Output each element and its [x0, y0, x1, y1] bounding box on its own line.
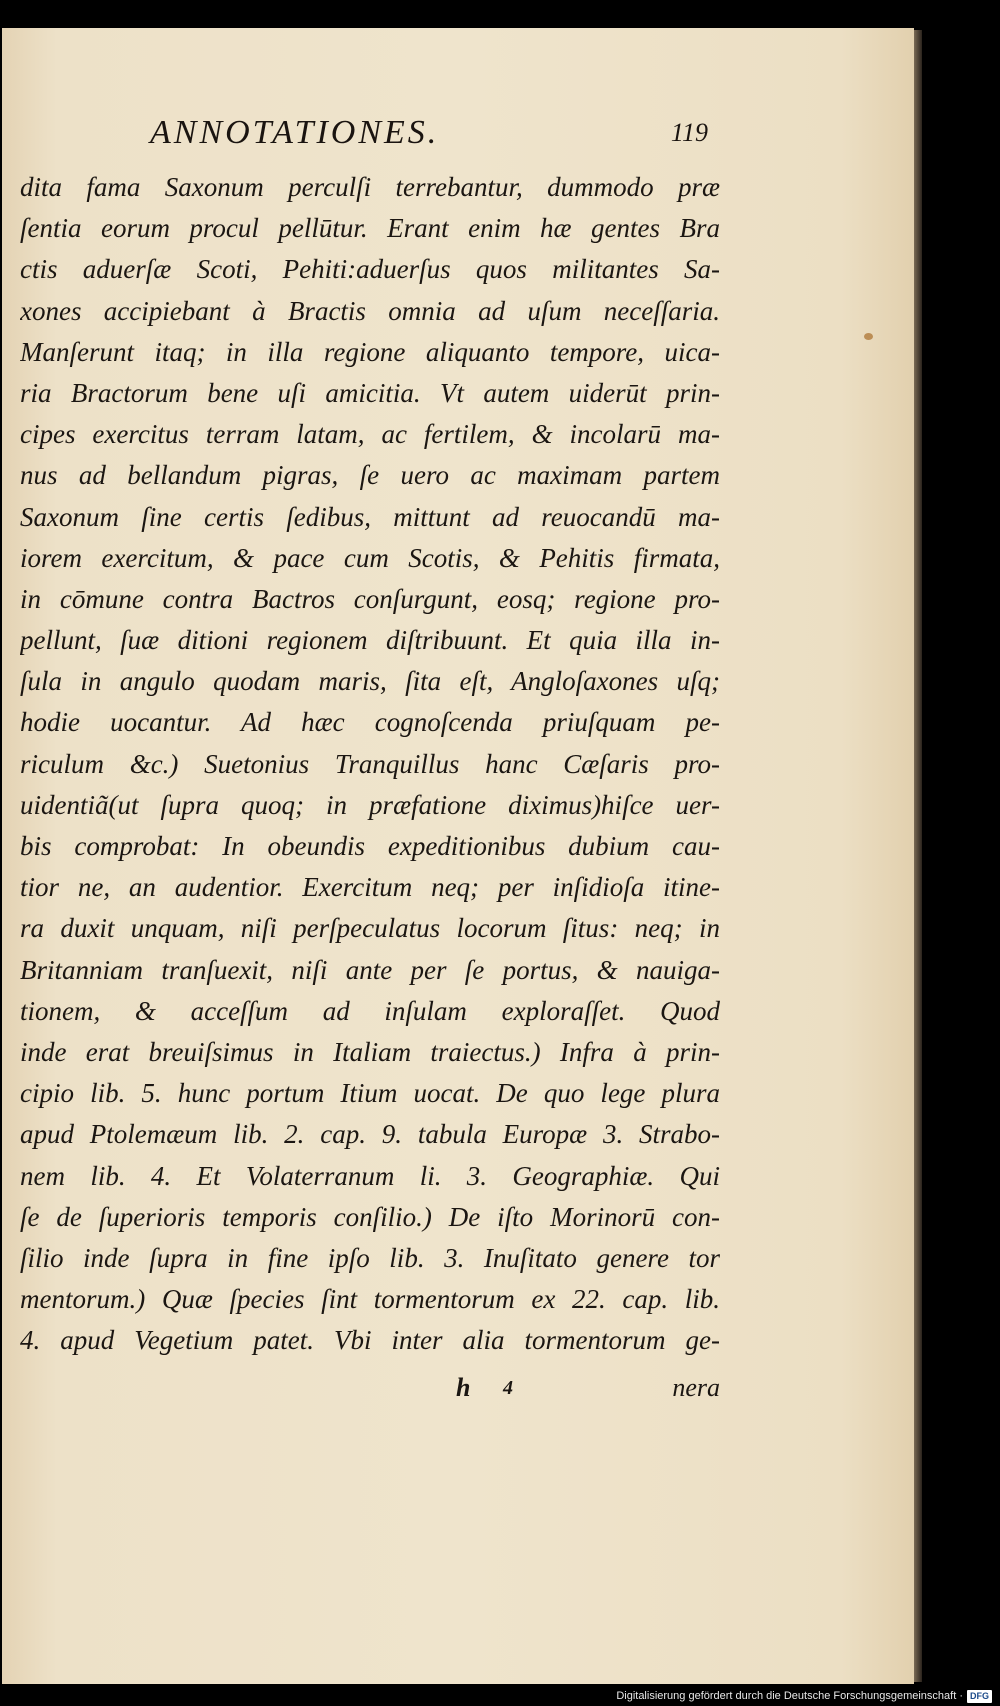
credit-text: Digitalisierung gefördert durch die Deutsche Forschungsgemeinschaft · — [616, 1690, 963, 1702]
digitization-credit — [616, 1687, 992, 1705]
text-line: Manſerunt itaq; in illa regione aliquanto tempore, uica- — [20, 336, 720, 367]
text-line: ctis aduerſæ Scoti, Pehiti:aduerſus quos militantes Sa- — [20, 254, 720, 285]
text-line: ſula in angulo quodam maris, ſita eſt, Angloſaxones uſq; — [20, 666, 720, 697]
text-line: inde erat breuiſsimus in Italiam traiectus.) Infra à prin- — [20, 1036, 720, 1067]
text-line: riculum &c.) Suetonius Tranquillus hanc Cæſaris pro- — [20, 748, 720, 779]
body-text — [20, 167, 720, 1361]
running-title: ANNOTATIONES. — [150, 114, 440, 151]
text-line: ria Bractorum bene uſi amicitia. Vt autem uiderūt prin- — [20, 377, 720, 408]
text-line: hodie uocantur. Ad hæc cognoſcenda priuſquam pe- — [20, 707, 720, 738]
paper-stain — [864, 333, 873, 340]
text-line: iorem exercitum, & pace cum Scotis, & Pehitis firmata, — [20, 542, 720, 573]
signature-mark: h — [456, 1373, 471, 1402]
signature-number: 4 — [503, 1377, 513, 1399]
text-line: ſilio inde ſupra in fine ipſo lib. 3. Inuſitato genere tor — [20, 1242, 720, 1273]
catchword: nera — [672, 1373, 720, 1402]
text-line: tionem, & acceſſum ad inſulam exploraſſet. Quod — [20, 995, 720, 1026]
text-line: mentorum.) Quæ ſpecies ſint tormentorum ex 22. cap. lib. — [20, 1284, 720, 1315]
text-line: tior ne, an audentior. Exercitum neq; per inſidioſa itine- — [20, 872, 720, 903]
text-line: nem lib. 4. Et Volaterranum li. 3. Geographiæ. Qui — [20, 1160, 720, 1191]
text-line: dita fama Saxonum perculſi terrebantur, dummodo præ — [20, 172, 720, 202]
text-line: ſe de ſuperioris temporis conſilio.) De iſto Morinorū con- — [20, 1201, 720, 1232]
text-line: 4. apud Vegetium patet. Vbi inter alia tormentorum ge- — [20, 1325, 720, 1356]
text-line: xones accipiebant à Bractis omnia ad uſum neceſſaria. — [20, 295, 720, 326]
text-line: Saxonum ſine certis ſedibus, mittunt ad reuocandū ma- — [20, 501, 720, 532]
text-line: cipio lib. 5. hunc portum Itium uocat. De quo lege plura — [20, 1078, 720, 1109]
text-line: nus ad bellandum pigras, ſe uero ac maximam partem — [20, 460, 720, 491]
text-line: cipes exercitus terram latam, ac fertilem, & incolarū ma- — [20, 419, 720, 450]
page-footer — [20, 1368, 720, 1408]
text-line: ra duxit unquam, niſi perſpeculatus locorum ſitus: neq; in — [20, 913, 720, 944]
text-line: Britanniam tranſuexit, niſi ante per ſe portus, & nauiga- — [20, 954, 720, 985]
page-edge-shadow — [914, 30, 922, 1682]
dfg-logo: DFG — [967, 1690, 992, 1703]
text-line: uidentiã(ut ſupra quoq; in præfatione diximus)hiſce uer- — [20, 789, 720, 820]
text-line: apud Ptolemæum lib. 2. cap. 9. tabula Europæ 3. Strabo- — [20, 1119, 720, 1150]
text-line: pellunt, ſuæ ditioni regionem diſtribuunt. Et quia illa in- — [20, 625, 720, 656]
text-line: bis comprobat: In obeundis expeditionibus dubium cau- — [20, 831, 720, 861]
text-line: ſentia eorum procul pellūtur. Erant enim hæ gentes Bra — [20, 213, 720, 244]
text-line: in cōmune contra Bactros conſurgunt, eosq; regione pro- — [20, 583, 720, 614]
page-number: 119 — [670, 118, 708, 147]
